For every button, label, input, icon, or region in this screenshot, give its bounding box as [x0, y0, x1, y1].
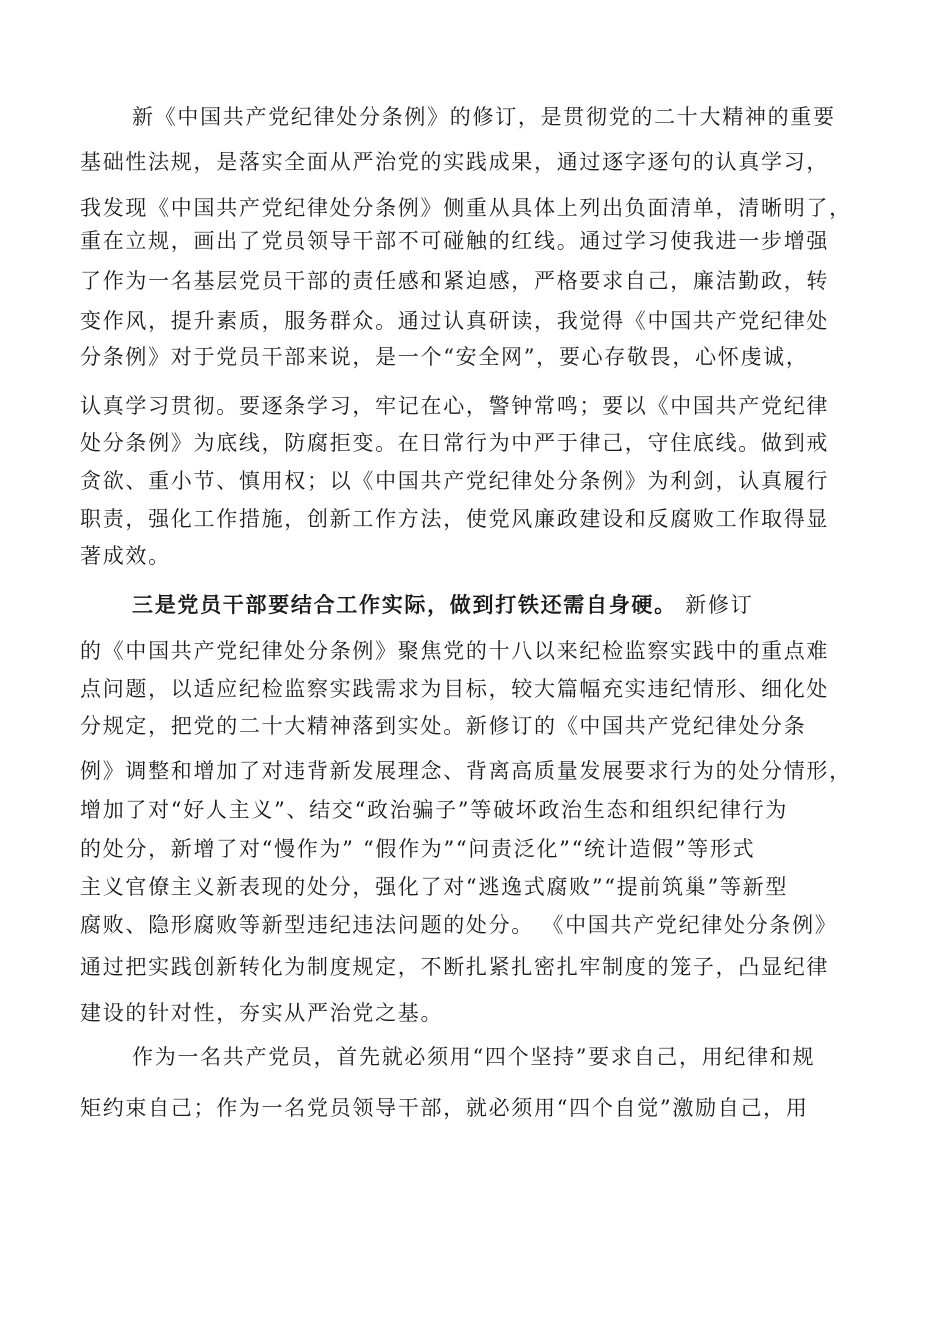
paragraph-line: 我发现《中国共产党纪律处分条例》侧重从具体上列出负面清单，清晰明了，: [80, 196, 852, 220]
paragraph-line: 点问题，以适应纪检监察实践需求为目标，较大篇幅充实违纪情形、细化处: [80, 677, 830, 701]
paragraph-line: 矩约束自己；作为一名党员领导干部，就必须用“四个自觉”激励自己，用: [80, 1096, 809, 1120]
paragraph-line: 增加了对“好人主义”、结交“政治骗子”等破坏政治生态和组织纪律行为: [80, 798, 789, 822]
paragraph-line: 腐败、隐形腐败等新型违纪违法问题的处分。 《中国共产党纪律处分条例》: [80, 913, 838, 937]
paragraph-line: 认真学习贯彻。要逐条学习，牢记在心，警钟常鸣；要以《中国共产党纪律: [80, 394, 830, 418]
paragraph-line: 贪欲、重小节、慎用权；以《中国共产党纪律处分条例》为利剑，认真履行: [80, 469, 830, 493]
paragraph-line: 例》调整和增加了对违背新发展理念、背离高质量发展要求行为的处分情形，: [80, 759, 852, 783]
paragraph-line: 职责，强化工作措施，创新工作方法，使党风廉政建设和反腐败工作取得显: [80, 507, 830, 531]
section-heading-line: [132, 590, 880, 620]
paragraph-line: 分条例》对于党员干部来说，是一个“安全网”，要心存敬畏，心怀虔诚，: [80, 345, 809, 369]
paragraph-line: 了作为一名基层党员干部的责任感和紧迫感，严格要求自己，廉洁勤政，转: [80, 269, 830, 293]
paragraph-line: 主义官僚主义新表现的处分，强化了对“逃逸式腐败”“提前筑巢”等新型: [80, 875, 789, 899]
paragraph-line: 的《中国共产党纪律处分条例》聚焦党的十八以来纪检监察实践中的重点难: [80, 639, 830, 663]
paragraph-line: 著成效。: [80, 544, 171, 568]
paragraph-line: 通过把实践创新转化为制度规定，不断扎紧扎密扎牢制度的笼子，凸显纪律: [80, 955, 830, 979]
paragraph-line: 处分条例》为底线，防腐拒变。在日常行为中严于律己，守住底线。做到戒: [80, 431, 830, 455]
paragraph-line: 分规定，把党的二十大精神落到实处。新修订的《中国共产党纪律处分条: [80, 714, 807, 738]
paragraph-line: 变作风，提升素质，服务群众。通过认真研读，我觉得《中国共产党纪律处: [80, 309, 830, 333]
paragraph-line: 建设的针对性，夯实从严治党之基。: [80, 1001, 444, 1025]
paragraph-line: 基础性法规，是落实全面从严治党的实践成果，通过逐字逐句的认真学习，: [80, 150, 830, 174]
paragraph-line: 重在立规，画出了党员领导干部不可碰触的红线。通过学习使我进一步增强: [80, 229, 830, 253]
paragraph-line: 的处分，新增了对“慢作为” “假作为”“问责泛化”“统计造假”等形式: [80, 837, 756, 861]
paragraph-line: 作为一名共产党员，首先就必须用“四个坚持”要求自己，用纪律和规: [132, 1045, 816, 1069]
paragraph-line: 新《中国共产党纪律处分条例》的修订，是贯彻党的二十大精神的重要: [132, 105, 836, 129]
section-heading-tail: 新修订: [685, 593, 754, 617]
section-heading: 三是党员干部要结合工作实际，做到打铁还需自身硬。: [132, 592, 677, 617]
